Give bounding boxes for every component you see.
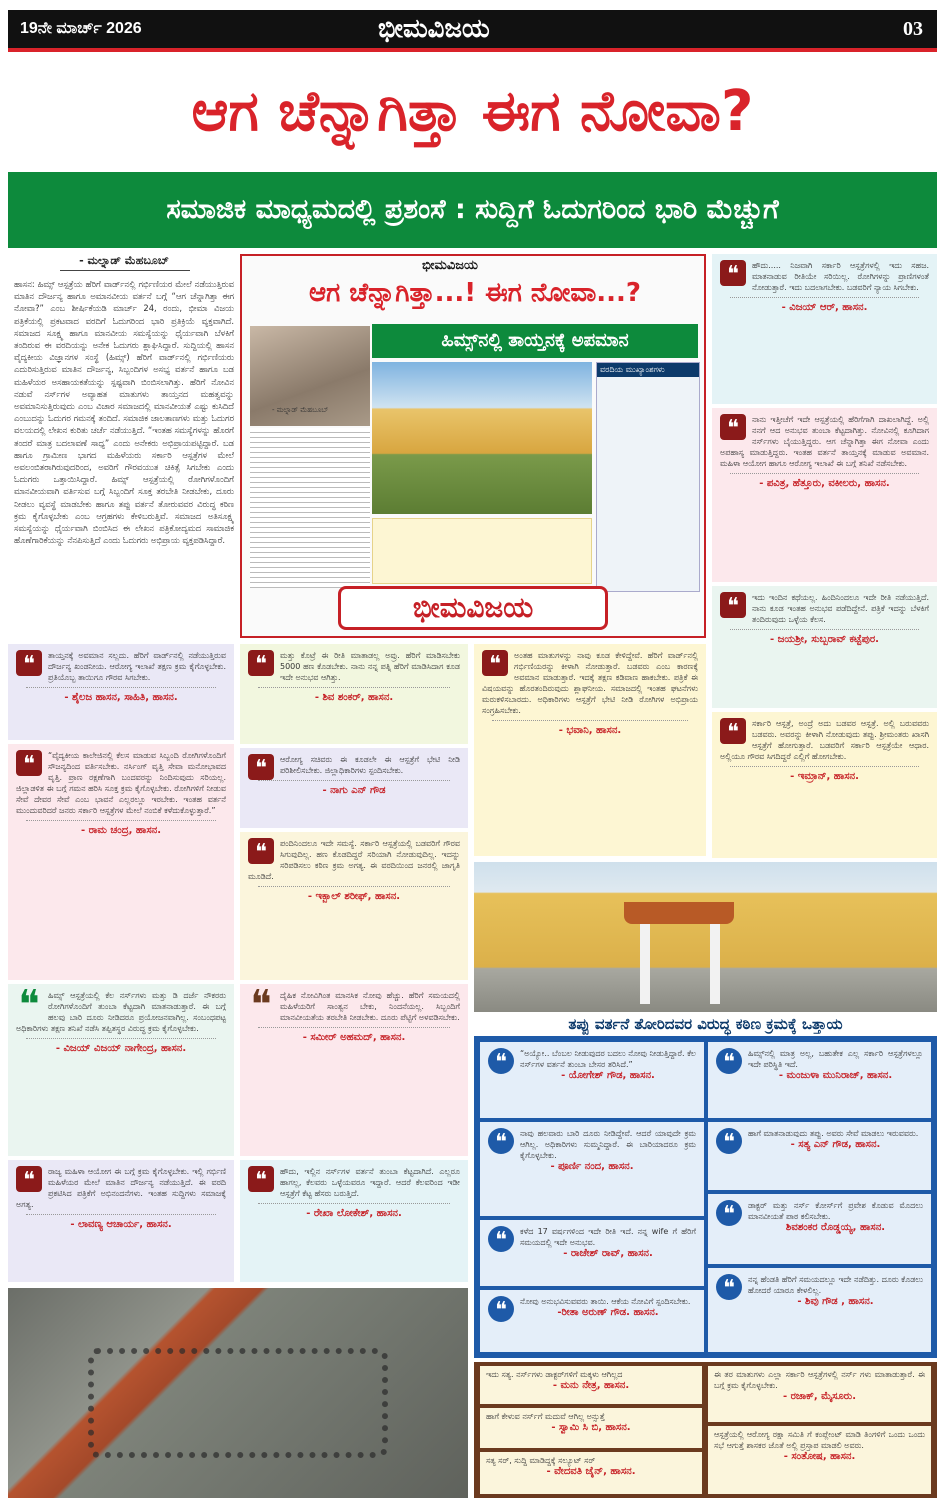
right-quote-4 bbox=[712, 712, 937, 858]
blue-quote-r2 bbox=[708, 1122, 931, 1190]
hospital-photo bbox=[474, 862, 937, 1012]
page-headline: ಆಗ ಚೆನ್ನಾಗಿತ್ತಾ ಈಗ ನೋವಾ? bbox=[191, 79, 754, 144]
quote-author: - ರಾಮ ಚಂದ್ರ, ಹಾಸನ. bbox=[80, 825, 161, 836]
quote-author: - ರೇಖಾ ಲೋಕೇಶ್, ಹಾಸನ. bbox=[306, 1208, 402, 1219]
separator bbox=[258, 886, 450, 887]
quote-author: - ಇಮ್ರಾನ್, ಹಾಸನ. bbox=[790, 771, 859, 782]
quote-author: - ವಿಜಯ್ ಆರ್, ಹಾಸನ. bbox=[781, 302, 868, 313]
quote-author: - ಸಮೀರ್ ಅಹಮದ್, ಹಾಸನ. bbox=[302, 1032, 406, 1043]
subheadline-band bbox=[8, 172, 937, 248]
left-quote-4 bbox=[8, 1160, 234, 1282]
quote-text: ಆಸ್ಪತ್ರೆಯಲ್ಲಿ ಆರೋಗ್ಯ ರಕ್ಷಾ ಸಮಿತಿ ಗೆ ಕಂಪ್ಲೇಂಟ್ ಮಾಡಿ ತಿಂಗಳಿಗೆ ಒಂದು ಒಂದು ಸಭೆ ಆಗುತ್ತೆ ಶಾಸಕರ ಜೊತೆ ಅಲ್ಲಿ ಪ್ರಸ್ತಾಪ ಮಾಡಲಿ ಅವರು. bbox=[714, 1430, 925, 1450]
quote-icon: ❝ bbox=[720, 260, 746, 286]
quote-icon: ❝ bbox=[482, 650, 508, 676]
quote-text: ದೈಹಿಕ ನೋವಿಗಿಂತ ಮಾನಸಿಕ ನೋವು ಹೆಚ್ಚು. ಹೆರಿಗೆ ಸಮಯದಲ್ಲಿ ಮಹಿಳೆಯರಿಗೆ ಸಾಂತ್ವನ ಬೇಕು, ನಿಂದನೆಯಲ್ಲ. ಸಿಬ್ಬಂದಿಗೆ ಮಾನವೀಯತೆಯ ತರಬೇತಿ ನೀಡಬೇಕು. ದೂರು ಪೆಟ್ಟಿಗೆ ಅಳವಡಿಸಬೇಕು. bbox=[280, 991, 460, 1022]
photo-caption: ತಪ್ಪು ವರ್ತನೆ ತೋರಿದವರ ವಿರುದ್ಧ ಕಠಿಣ ಕ್ರಮಕ್ಕೆ ಒತ್ತಾಯ bbox=[474, 1012, 937, 1036]
right-quote-1 bbox=[712, 254, 937, 404]
quote-text: ಹೌದು, ಇಲ್ಲಿನ ನರ್ಸ್‌ಗಳ ವರ್ತನೆ ತುಂಬಾ ಕೆಟ್ಟದಾಗಿದೆ. ಎಲ್ಲರೂ ಹಾಗಲ್ಲ, ಕೆಲವರು ಒಳ್ಳೆಯವರೂ ಇದ್ದಾರೆ. ಆದರೆ ಕೆಲವರಿಂದ ಇಡೀ ಆಸ್ಪತ್ರೆಗೆ ಕೆಟ್ಟ ಹೆಸರು ಬರುತ್ತಿದೆ. bbox=[280, 1167, 460, 1198]
separator bbox=[258, 1203, 450, 1204]
separator bbox=[26, 1038, 216, 1039]
clipping-photo-hospital bbox=[372, 362, 592, 514]
aerial-crowd-photo bbox=[8, 1288, 468, 1498]
quote-text: ಹಿಮ್ಸ್ ಆಸ್ಪತ್ರೆಯಲ್ಲಿ ಕೆಲ ನರ್ಸ್‌ಗಳು ಮತ್ತು ಡಿ ದರ್ಜೆ ನೌಕರರು ರೋಗಿಗಳೊಂದಿಗೆ ತುಂಬಾ ಕೆಟ್ಟದಾಗಿ ಮಾತನಾಡುತ್ತಾರೆ. ಈ ಬಗ್ಗೆ ಹಲವು ಬಾರಿ ದೂರು ನೀಡಿದರೂ ಪ್ರಯೋಜನವಾಗಿಲ್ಲ. ಸಂಬಂಧಪಟ್ಟ ಅಧಿಕಾರಿಗಳು ತಕ್ಷಣ ತನಿಖೆ ನಡೆಸಿ ತಪ್ಪಿತಸ್ಥರ ವಿರುದ್ಧ ಕ್ರಮ ಕೈಗೊಳ್ಳಬೇಕು. bbox=[16, 991, 226, 1033]
quote-author: - ಶಿವ ಶಂಕರ್, ಹಾಸನ. bbox=[314, 692, 394, 703]
quote-text: ಆರೋಗ್ಯ ಸಚಿವರು ಈ ಕೂಡಲೇ ಈ ಆಸ್ಪತ್ರೆಗೆ ಭೇಟಿ ನೀಡಿ ಪರಿಶೀಲಿಸಬೇಕು. ಜಿಲ್ಲಾಧಿಕಾರಿಗಳು ಸ್ಪಂದಿಸಬೇಕು. bbox=[280, 755, 460, 775]
brown-quote-l1 bbox=[480, 1366, 702, 1404]
separator bbox=[730, 629, 919, 630]
quote-author: -ರೀತಾ ಅರುಣ್ ಗೌಡ. ಹಾಸನ. bbox=[557, 1307, 659, 1318]
blue-quote-r1 bbox=[708, 1042, 931, 1118]
quote-text: ಸತ್ಯ ಸರ್, ಸುದ್ದಿ ಮಾಡಿದ್ದಕ್ಕೆ ಸಲ್ಯೂಟ್ ಸರ್ bbox=[486, 1456, 596, 1465]
quote-icon: ❝ bbox=[716, 1128, 742, 1154]
masthead-logo: ಭೀಮವಿಜಯ bbox=[378, 14, 490, 44]
quote-text: ನನ್ನ ಹೆಂಡತಿ ಹೆರಿಗೆ ಸಮಯದಲ್ಲೂ ಇದೇ ನಡೆದಿತ್ತು. ದೂರು ಕೊಡಲು ಹೋದರೆ ಯಾರೂ ಕೇಳಲಿಲ್ಲ. bbox=[748, 1275, 924, 1295]
quote-icon: ❝ bbox=[716, 1200, 742, 1226]
quote-author: - ಯೋಗೇಶ್ ಗೌಡ, ಹಾಸನ. bbox=[561, 1070, 655, 1081]
quote-icon: ❝ bbox=[716, 1274, 742, 1300]
quote-text: ಮತ್ತು ಕೊಟ್ರೆ ಈ ರೀತಿ ಮಾತಾಡಲ್ಲ ಅವ್ರು. ಹೆರಿಗೆ ಮಾಡಿಸಬೇಕು 5000 ಹಣ ಕೊಡಬೇಕು. ನಾನು ನನ್ನ ಪತ್ನಿ ಹೆರಿಗೆ ಮಾಡಿಸಿದಾಗ ಕೂಡ ಇದೇ ಅನುಭವ ಆಗಿತ್ತು. bbox=[280, 651, 460, 682]
quote-text: “ಅಯ್ಯೋ.. ಬೆಂಬಲ ನೀಡುವುದರ ಬದಲು ನೋವು ನೀಡುತ್ತಿದ್ದಾರೆ. ಕೆಲ ನರ್ಸ್‌ಗಳ ವರ್ತನೆ ತುಂಬಾ ಬೇಸರ ತರಿಸಿದೆ.” bbox=[520, 1049, 696, 1069]
quote-icon: ❝ bbox=[16, 650, 42, 676]
quote-icon: ❝ bbox=[248, 1166, 274, 1192]
quote-author: - ಇಕ್ಬಾಲ್ ಶರೀಫ್, ಹಾಸನ. bbox=[307, 891, 401, 902]
quote-icon: ❝ bbox=[720, 414, 746, 440]
left-quote-2 bbox=[8, 744, 234, 980]
blue-quote-l3 bbox=[480, 1220, 704, 1286]
quote-author: - ಸಂತೋಷ, ಹಾಸನ. bbox=[783, 1451, 856, 1462]
brown-quote-l3 bbox=[480, 1452, 702, 1494]
quote-text: ಡಾಕ್ಟರ್ ಮತ್ತು ನರ್ಸ್ ಕೋರ್ಸ್‌ಗೆ ಪ್ರವೇಶ ಕೊಡುವ ಮೊದಲು ಮಾನವೀಯತೆ ಪಾಠ ಕಲಿಸಬೇಕು. bbox=[748, 1201, 923, 1221]
quote-text: ಪಂದಿನಿಂದಲೂ ಇದೇ ಸಮಸ್ಯೆ. ಸರ್ಕಾರಿ ಆಸ್ಪತ್ರೆಯಲ್ಲಿ ಬಡವರಿಗೆ ಗೌರವ ಸಿಗುವುದಿಲ್ಲ. ಹಣ ಕೊಡದಿದ್ದರೆ ಸರಿಯಾಗಿ ನೋಡುವುದಿಲ್ಲ. ಇದನ್ನು ಸರಿಪಡಿಸಲು ಕಠಿಣ ಕ್ರಮ ಅಗತ್ಯ. ಈ ವರದಿಯಿಂದ ಜನರಲ್ಲಿ ಜಾಗೃತಿ ಮೂಡಿದೆ. bbox=[248, 839, 460, 881]
quote-text: ಇದು ಇಂದಿನ ಕಥೆಯಲ್ಲ. ಹಿಂದಿನಿಂದಲೂ ಇದೇ ರೀತಿ ನಡೆಯುತ್ತಿದೆ. ನಾನು ಕೂಡ ಇಂತಹ ಅನುಭವ ಪಡೆದಿದ್ದೇನೆ. ಪತ್ರಿಕೆ ಇದನ್ನು ಬೆಳಕಿಗೆ ತಂದಿರುವುದು ಒಳ್ಳೆಯ ಕೆಲಸ. bbox=[752, 593, 929, 624]
quote-author: ಶಿವಶಂಕರ ರೊಡ್ಡಯ್ಯ, ಹಾಸನ. bbox=[785, 1222, 886, 1233]
quote-author: - ಮನು ನೇತ್ರ, ಹಾಸನ. bbox=[552, 1380, 630, 1391]
clipping-quote-strip bbox=[372, 518, 592, 584]
separator bbox=[258, 687, 450, 688]
quote-icon: ❝ bbox=[18, 984, 40, 1028]
quote-author: - ಜಯಶ್ರೀ, ಸುಬ್ಬರಾವ್ ಕಟ್ಟೆಪುರ. bbox=[770, 634, 879, 645]
quote-icon: ❝ bbox=[716, 1048, 742, 1074]
mid-quote-2 bbox=[240, 748, 468, 828]
separator bbox=[26, 687, 216, 688]
masthead-bar bbox=[8, 10, 937, 52]
quote-text: ನೋವು ಅನುಭವಿಸುವವರು ತಾಯಿ. ಆಕೆಯ ನೋವಿಗೆ ಸ್ಪಂದಿಸಬೇಕು. bbox=[520, 1297, 691, 1306]
issue-date: 19ನೇ ಮಾರ್ಚ್ 2026 bbox=[20, 20, 142, 37]
quote-author: - ರಾಜೇಶ್ ರಾವ್, ಹಾಸನ. bbox=[563, 1248, 653, 1259]
quote-icon: ❝ bbox=[720, 592, 746, 618]
quote-author: - ಪೂರ್ಣಿ ನಂದ, ಹಾಸನ. bbox=[550, 1161, 634, 1172]
main-byline: - ಮಲ್ನಾಡ್ ಮೆಹಬೂಬ್ bbox=[79, 254, 169, 267]
hospital-entrance bbox=[624, 902, 734, 924]
center-quote bbox=[474, 644, 706, 856]
quote-author: - ವಿಜಯ್ ವಿಜಯ್ ನಾಗೇಂದ್ರ, ಹಾಸನ. bbox=[55, 1043, 187, 1054]
clipping-subhead: ಹಿಮ್ಸ್‌ನಲ್ಲಿ ತಾಯ್ತನಕ್ಕೆ ಅಪಮಾನ bbox=[372, 324, 698, 358]
hospital-pillar bbox=[710, 924, 720, 1004]
mid-quote-5 bbox=[240, 1160, 468, 1282]
quote-author: - ವೇದವತಿ ಜೈನ್, ಹಾಸನ. bbox=[546, 1466, 636, 1477]
quote-icon: ❝ bbox=[248, 838, 274, 864]
brown-quote-l2 bbox=[480, 1408, 702, 1448]
quote-author: - ಸ್ವಾಮಿ ಸಿ ಬಿ, ಹಾಸನ. bbox=[551, 1422, 631, 1433]
left-quote-1 bbox=[8, 644, 234, 740]
quote-author: - ಶೈಲಜ ಹಾಸನ, ಸಾಹಿತಿ, ಹಾಸನ. bbox=[64, 692, 178, 703]
brown-quote-r2 bbox=[708, 1426, 931, 1494]
separator bbox=[26, 1214, 216, 1215]
quote-author: - ನಾಗು ಎನ್ ಗೌಡ bbox=[322, 785, 386, 796]
blue-quote-r4 bbox=[708, 1268, 931, 1352]
byline-rule bbox=[60, 270, 190, 271]
hospital-pillar bbox=[640, 924, 650, 1004]
clipping-box-title: ವರದಿಯ ಮುಖ್ಯಾಂಶಗಳು bbox=[597, 363, 699, 377]
quote-text: ಸರ್ಕಾರಿ ಆಸ್ಪತ್ರೆ, ಅಂದ್ರೆ ಅದು ಬಡವರ ಆಸ್ಪತ್ರೆ. ಅಲ್ಲಿ ಬರುವವರು ಬಡವರು. ಅವರನ್ನು ಕೀಳಾಗಿ ನೋಡುವುದು ತಪ್ಪು. ಶ್ರೀಮಂತರು ಖಾಸಗಿ ಆಸ್ಪತ್ರೆಗೆ ಹೋಗುತ್ತಾರೆ. ಬಡವರಿಗೆ ಸರ್ಕಾರಿ ಆಸ್ಪತ್ರೆಯೇ ಆಧಾರ. ಅಲ್ಲಿಯೂ ಗೌರವ ಸಿಗದಿದ್ದರೆ ಎಲ್ಲಿಗೆ ಹೋಗಬೇಕು. bbox=[720, 719, 929, 761]
clipping-overlay-logo: ಭೀಮವಿಜಯ bbox=[338, 586, 608, 630]
quote-author: - ಶಿವು ಗೌಡ , ಹಾಸನ. bbox=[797, 1296, 874, 1307]
blue-quote-l2 bbox=[480, 1122, 704, 1216]
quote-icon: ❝ bbox=[248, 650, 274, 676]
quote-text: ಈ ತರ ಮಾತುಗಳು ಎಲ್ಲಾ ಸರ್ಕಾರಿ ಆಸ್ಪತ್ರೆಗಳಲ್ಲಿ ನರ್ಸ್ ಗಳು ಮಾತಾಡುತ್ತಾರೆ. ಈ ಬಗ್ಗೆ ಕ್ರಮ ಕೈಗೊಳ್ಳಬೇಕು. bbox=[714, 1370, 925, 1390]
page-number: 03 bbox=[903, 18, 923, 40]
quote-author: - ಮಂಜುಳಾ ಮುನಿರಾಜ್, ಹಾಸನ. bbox=[778, 1070, 893, 1081]
separator bbox=[730, 297, 919, 298]
quote-author: - ಸತ್ಯ ಎನ್ ಗೌಡ, ಹಾಸನ. bbox=[790, 1139, 881, 1150]
quote-text: ಇದು ಸತ್ಯ. ನರ್ಸ್‌ಗಳು ಡಾಕ್ಟರ್‌ಗಳಿಗೆ ಮಕ್ಕಳು ಆಗಿಲ್ಲದ bbox=[486, 1370, 623, 1379]
quote-icon: ❝ bbox=[16, 750, 42, 776]
mid-quote-3 bbox=[240, 832, 468, 980]
clipping-brand: ಭೀಮವಿಜಯ bbox=[422, 258, 478, 273]
blue-quote-l4 bbox=[480, 1290, 704, 1352]
crowd-formation bbox=[88, 1348, 388, 1458]
main-article-body: ಹಾಸನ: ಹಿಮ್ಸ್ ಆಸ್ಪತ್ರೆಯ ಹೆರಿಗೆ ವಾರ್ಡ್‌ನಲ್ಲಿ ಗರ್ಭಿಣಿಯರ ಮೇಲೆ ನಡೆಯುತ್ತಿರುವ ಮಾತಿನ ದೌರ್ಜನ್ಯ ಹಾಗೂ ಅಮಾನವೀಯ ವರ್ತನೆ ಬಗ್ಗೆ “ಆಗ ಚೆನ್ನಾಗಿತ್ತಾ ಈಗ ನೋವಾ?” ಎಂಬ ಶೀರ್ಷಿಕೆಯಡಿ ಮಾರ್ಚ್ 24, ರಂದು, ಭೀಮಾ ವಿಜಯ ಪತ್ರಿಕೆಯಲ್ಲಿ ಪ್ರಕಟವಾದ ವರದಿಗೆ ಓದುಗರಿಂದ ಭಾರಿ ಪ್ರತಿಕ್ರಿಯೆ ವ್ಯಕ್ತವಾಗಿದೆ. ಸಮಾಜದ ಸೂಕ್ಷ್ಮ ಹಾಗೂ ಮಾನವೀಯ ಸಮಸ್ಯೆಯನ್ನು ಧೈರ್ಯವಾಗಿ ಬೆಳಕಿಗೆ ತಂದಿರುವ ಈ ವರದಿಯನ್ನು ಅನೇಕ ಓದುಗರು ಶ್ಲಾಘಿಸಿದ್ದಾರೆ. ಸುದ್ದಿಯಲ್ಲಿ ಹಾಸನ ವೈದ್ಯಕೀಯ ವಿಜ್ಞಾನಗಳ ಸಂಸ್ಥೆ (ಹಿಮ್ಸ್) ಹೆರಿಗೆ ವಾರ್ಡ್‌ನಲ್ಲಿ ಗರ್ಭಿಣಿಯರು ಎದುರಿಸುತ್ತಿರುವ ಮಾತಿನ ದೌರ್ಜನ್ಯ, ಸಿಬ್ಬಂದಿಗಳ ಅಸಭ್ಯ ವರ್ತನೆ ಹಾಗೂ ಬಡ ಮಹಿಳೆಯರ ಅಸಹಾಯಕತೆಯನ್ನು ಸ್ಪಷ್ಟವಾಗಿ ಬಿಂಬಿಸಲಾಗಿತ್ತು. ಹೆರಿಗೆ ನೋವಿನ ನಡುವೆ ನರ್ಸ್‌ಗಳ ಅವ್ಯಾಹತ ಮಾತುಗಳು ತಾಯ್ತನದ ಮಹತ್ವವನ್ನು ಅವಮಾನಿಸುತ್ತಿರುವುದು ಎಂಬ ವಿಚಾರ ಸಮಾಜದಲ್ಲಿ ಮಾನವೀಯತೆ ಎಷ್ಟು ಕುಸಿದಿದೆ ಎಂಬುದನ್ನು ಓದುಗರ ಗಮನಕ್ಕೆ ತಂದಿದೆ. ಸಮಾಜಿಕ ಜಾಲತಾಣಗಳು ಮತ್ತು ಓದುಗರ ವಲಯದಲ್ಲಿ ಲೇಖನ ಕುರಿತು ಚರ್ಚೆ ನಡೆಯುತ್ತಿದೆ. “ಇಂತಹ ಸಮಸ್ಯೆಗಳನ್ನು ಹೊರಗೆ ತಂದರೆ ಮಾತ್ರ ಬದಲಾವಣೆ ಸಾಧ್ಯ” ಎಂದು ಅನೇಕರು ಅಭಿಪ್ರಾಯಪಟ್ಟಿದ್ದಾರೆ. ಬಡ ಹಾಗೂ ಗ್ರಾಮೀಣ ಭಾಗದ ಮಹಿಳೆಯರು ಸರ್ಕಾರಿ ಆಸ್ಪತ್ರೆಗಳ ಮೇಲೆ ಅವಲಂಬಿತರಾಗಿರುವುದರಿಂದ, ಅವರಿಗೆ ಗೌರವಯುತ ಚಿಕಿತ್ಸೆ ಸಿಗಬೇಕು ಎಂದು ಓದುಗರು ಒತ್ತಾಯಿಸಿದ್ದಾರೆ. ಹಿಮ್ಸ್ ಆಸ್ಪತ್ರೆಯಲ್ಲಿ ರೋಗಿಗಳೊಂದಿಗೆ ಮಾನವೀಯವಾಗಿ ವರ್ತಿಸುವ ಬಗ್ಗೆ ಸಿಬ್ಬಂದಿಗೆ ಸೂಕ್ತ ತರಬೇತಿ ನೀಡಬೇಕು, ದೂರು ನೀಡಲು ವ್ಯವಸ್ಥೆ ಮಾಡಬೇಕು ಹಾಗೂ ತಪ್ಪು ವರ್ತನೆ ತೋರುವವರ ವಿರುದ್ಧ ಕಠಿಣ ಕ್ರಮ ಕೈಗೊಳ್ಳಬೇಕು ಎಂಬ ಆಗ್ರಹಗಳು ಕೇಳಿಬರುತ್ತಿವೆ. ಸಮಾಜದ ಅತಿಸೂಕ್ಷ್ಮ ಸಮಸ್ಯೆಯನ್ನು ಧೈರ್ಯವಾಗಿ ಬಿಂಬಿಸಿದ ಈ ಲೇಖನ ಪತ್ರಿಕೋದ್ಯಮದ ಸಾಮಾಜಿಕ ಹೊಣೆಗಾರಿಕೆಯನ್ನು ನೆನಪಿಸುತ್ತಿದೆ ಎಂದು ಓದುಗರು ಅಭಿಪ್ರಾಯ ವ್ಯಕ್ತಪಡಿಸಿದ್ದಾರೆ. bbox=[14, 279, 234, 546]
right-quote-2 bbox=[712, 408, 937, 582]
quote-text: ರಾಜ್ಯ ಮಹಿಳಾ ಆಯೋಗ ಈ ಬಗ್ಗೆ ಕ್ರಮ ಕೈಗೊಳ್ಳಬೇಕು. ಇಲ್ಲಿ ಗರ್ಭಿಣಿ ಮಹಿಳೆಯರ ಮೇಲೆ ಮಾತಿನ ದೌರ್ಜನ್ಯ ನಡೆಯುತ್ತಿದೆ. ಈ ವರದಿ ಪ್ರಕಟಿಸಿದ ಪತ್ರಿಕೆಗೆ ಅಭಿನಂದನೆಗಳು. ಇಂತಹ ಸುದ್ದಿಗಳು ಸಮಾಜಕ್ಕೆ ಅಗತ್ಯ. bbox=[16, 1167, 226, 1209]
separator bbox=[26, 820, 216, 821]
quote-text: “ವೈದ್ಯಕೀಯ ಕಾಲೇಜಿನಲ್ಲಿ ಕೆಲಸ ಮಾಡುವ ಸಿಬ್ಬಂದಿ ರೋಗಿಗಳೊಂದಿಗೆ ಸೌಜನ್ಯದಿಂದ ವರ್ತಿಸಬೇಕು. ನರ್ಸಿಂಗ್ ವೃತ್ತಿ ಸೇವಾ ಮನೋಭಾವದ ವೃತ್ತಿ. ಪ್ರಾಣ ರಕ್ಷಣೆಗಾಗಿ ಬಂದವರನ್ನು ನಿಂದಿಸುವುದು ಸರಿಯಲ್ಲ. ಜಿಲ್ಲಾಡಳಿತ ಈ ಬಗ್ಗೆ ಗಮನ ಹರಿಸಿ ಸೂಕ್ತ ಕ್ರಮ ಕೈಗೊಳ್ಳಬೇಕು. ರೋಗಿಗಳಿಗೆ ನೀಡುವ ಸೇವೆ ದೇವರ ಸೇವೆ ಎಂಬ ಭಾವನೆ ಎಲ್ಲರಲ್ಲೂ ಇರಬೇಕು. ಇಂತಹ ವರ್ತನೆ ಮುಂದುವರಿದರೆ ಜನರು ಸರ್ಕಾರಿ ಆಸ್ಪತ್ರೆಗಳ ಮೇಲೆ ನಂಬಿಕೆ ಕಳೆದುಕೊಳ್ಳುತ್ತಾರೆ.” bbox=[16, 751, 226, 815]
quote-icon: ❝ bbox=[488, 1296, 514, 1322]
quote-text: ಹಿಮ್ಸ್‌ನಲ್ಲಿ ಮಾತ್ರ ಅಲ್ಲ, ಬಹುತೇಕ ಎಲ್ಲ ಸರ್ಕಾರಿ ಆಸ್ಪತ್ರೆಗಳಲ್ಲೂ ಇದೇ ಪರಿಸ್ಥಿತಿ ಇದೆ. bbox=[748, 1049, 923, 1069]
separator bbox=[730, 473, 919, 474]
separator bbox=[730, 766, 919, 767]
clipping-byline: - ಮಲ್ನಾಡ್ ಮೆಹಬೂಬ್ bbox=[272, 406, 329, 414]
quote-text: ಹಾಗೆ ಕೇಳುವ ನರ್ಸ್‌ಗೆ ಮದುವೆ ಆಗಿಲ್ಲ ಅನ್ಸುತ್ತೆ bbox=[486, 1412, 605, 1421]
quote-icon: ❝ bbox=[488, 1048, 514, 1074]
quote-icon: ❝ bbox=[488, 1128, 514, 1154]
clipping-highlights-box bbox=[596, 362, 700, 592]
quote-author: - ರಜಾಕ್, ಮೈಸೂರು. bbox=[782, 1391, 857, 1402]
blue-quote-l1 bbox=[480, 1042, 704, 1118]
quote-icon: ❝ bbox=[720, 718, 746, 744]
newspaper-clipping bbox=[240, 254, 706, 638]
mid-quote-4 bbox=[240, 984, 468, 1156]
quote-text: ಅಂತಹ ಮಾತುಗಳನ್ನು ನಾವು ಕೂಡ ಕೇಳಿದ್ದೇವೆ. ಹೆರಿಗೆ ವಾರ್ಡ್‌ನಲ್ಲಿ ಗರ್ಭಿಣಿಯರನ್ನು ಕೀಳಾಗಿ ನೋಡುತ್ತಾರೆ. ಬಡವರು ಎಂಬ ಕಾರಣಕ್ಕೆ ಅವಮಾನ ಮಾಡುತ್ತಾರೆ. ಇದಕ್ಕೆ ತಕ್ಷಣ ಕಡಿವಾಣ ಹಾಕಬೇಕು. ಪತ್ರಿಕೆ ಈ ವಿಷಯವನ್ನು ಹೊರತಂದಿರುವುದು ಶ್ಲಾಘನೀಯ. ಸಮಾಜದಲ್ಲಿ ಇಂತಹ ಘಟನೆಗಳು ಮರುಕಳಿಸಬಾರದು. ಅಧಿಕಾರಿಗಳು ಆಸ್ಪತ್ರೆಗೆ ಭೇಟಿ ನೀಡಿ ರೋಗಿಗಳ ಅಭಿಪ್ರಾಯ ಸಂಗ್ರಹಿಸಬೇಕು. bbox=[482, 651, 698, 715]
subheadline: ಸಮಾಜಿಕ ಮಾಧ್ಯಮದಲ್ಲಿ ಪ್ರಶಂಸೆ : ಸುದ್ದಿಗೆ ಓದುಗರಿಂದ ಭಾರಿ ಮೆಚ್ಚುಗೆ bbox=[166, 194, 779, 225]
quote-author: - ಪವಿತ್ರ, ಹೆತ್ತೂರು, ವಕೀಲರು, ಹಾಸನ. bbox=[759, 478, 890, 489]
clipping-text-block bbox=[250, 428, 370, 588]
quote-text: ಕಳೆದ 17 ವರ್ಷಗಳಿಂದ ಇದೇ ರೀತಿ ಇದೆ. ನನ್ನ wife ಗೆ ಹೆರಿಗೆ ಸಮಯದಲ್ಲಿ ಇದೇ ಅನುಭವ. bbox=[520, 1227, 696, 1247]
brown-quote-r1 bbox=[708, 1366, 931, 1422]
mid-quote-1 bbox=[240, 644, 468, 744]
quote-author: - ಭವಾನಿ, ಹಾಸನ. bbox=[558, 725, 622, 736]
quote-author: - ಲಾವಣ್ಯ ಆಚಾರ್ಯ, ಹಾಸನ. bbox=[70, 1219, 172, 1230]
quote-text: ಹೌದು..... ನಿಜವಾಗಿ ಸರ್ಕಾರಿ ಆಸ್ಪತ್ರೆಗಳಲ್ಲಿ ಇದು ಸಹಜ. ಮಾತನಾಡುವ ರೀತಿಯೇ ಸರಿಯಿಲ್ಲ. ರೋಗಿಗಳನ್ನು ಪ್ರಾಣಿಗಳಂತೆ ನೋಡುತ್ತಾರೆ. ಇದು ಬದಲಾಗಬೇಕು. ಬಡವರಿಗೆ ನ್ಯಾಯ ಸಿಗಬೇಕು. bbox=[752, 261, 929, 292]
quote-icon: ❝ bbox=[248, 754, 274, 780]
separator bbox=[492, 720, 688, 721]
quote-text: ನಾವು ಹಲವಾರು ಬಾರಿ ದೂರು ನೀಡಿದ್ದೇವೆ. ಆದರೆ ಯಾವುದೇ ಕ್ರಮ ಆಗಿಲ್ಲ. ಅಧಿಕಾರಿಗಳು ಸುಮ್ಮನಿದ್ದಾರೆ. ಈ ಬಾರಿಯಾದರೂ ಕ್ರಮ ಕೈಗೊಳ್ಳಬೇಕು. bbox=[520, 1129, 696, 1160]
quote-text: ಹಾಗೆ ಮಾತನಾಡುವುದು ತಪ್ಪು. ಅವರು ಸೇವೆ ಮಾಡಲು ಇರುವವರು. bbox=[748, 1129, 919, 1138]
quote-icon: ❝ bbox=[16, 1166, 42, 1192]
blue-quote-r3 bbox=[708, 1194, 931, 1264]
quote-text: ನಾನು ಇತ್ತೀಚೆಗೆ ಇದೇ ಆಸ್ಪತ್ರೆಯಲ್ಲಿ ಹೆರಿಗೆಗಾಗಿ ದಾಖಲಾಗಿದ್ದೆ. ಅಲ್ಲಿ ನನಗೆ ಆದ ಅನುಭವ ತುಂಬಾ ಕೆಟ್ಟದಾಗಿತ್ತು. ನೋವಿನಲ್ಲಿ ಕೂಗಿದಾಗ ನರ್ಸ್‌ಗಳು ಬೈಯುತ್ತಿದ್ದರು. ಆಗ ಚೆನ್ನಾಗಿತ್ತಾ ಈಗ ನೋವಾ ಎಂದು ಅಪಹಾಸ್ಯ ಮಾಡುತ್ತಿದ್ದರು. ಇಂತಹ ವರ್ತನೆ ತಾಯ್ತನಕ್ಕೆ ಮಾಡುವ ಅವಮಾನ. ಮಹಿಳಾ ಆಯೋಗ ಹಾಗೂ ಆರೋಗ್ಯ ಇಲಾಖೆ ಈ ಬಗ್ಗೆ ತನಿಖೆ ನಡೆಸಬೇಕು. bbox=[720, 415, 929, 468]
right-quote-3 bbox=[712, 586, 937, 708]
quote-icon: ❝ bbox=[250, 984, 272, 1028]
separator bbox=[258, 780, 450, 781]
quote-icon: ❝ bbox=[488, 1226, 514, 1252]
clipping-headline: ಆಗ ಚೆನ್ನಾಗಿತ್ತಾ...! ಈಗ ನೋವಾ...? bbox=[309, 278, 641, 308]
separator bbox=[258, 1027, 450, 1028]
left-quote-3 bbox=[8, 984, 234, 1156]
quote-text: ತಾಯ್ತನಕ್ಕೆ ಅವಮಾನ ಸಲ್ಲದು. ಹೆರಿಗೆ ವಾರ್ಡ್‌ನಲ್ಲಿ ನಡೆಯುತ್ತಿರುವ ದೌರ್ಜನ್ಯ ಖಂಡನೀಯ. ಆರೋಗ್ಯ ಇಲಾಖೆ ತಕ್ಷಣ ಕ್ರಮ ಕೈಗೊಳ್ಳಬೇಕು. ಪ್ರತಿಯೊಬ್ಬ ತಾಯಿಗೂ ಗೌರವ ಸಿಗಬೇಕು. bbox=[48, 651, 226, 682]
